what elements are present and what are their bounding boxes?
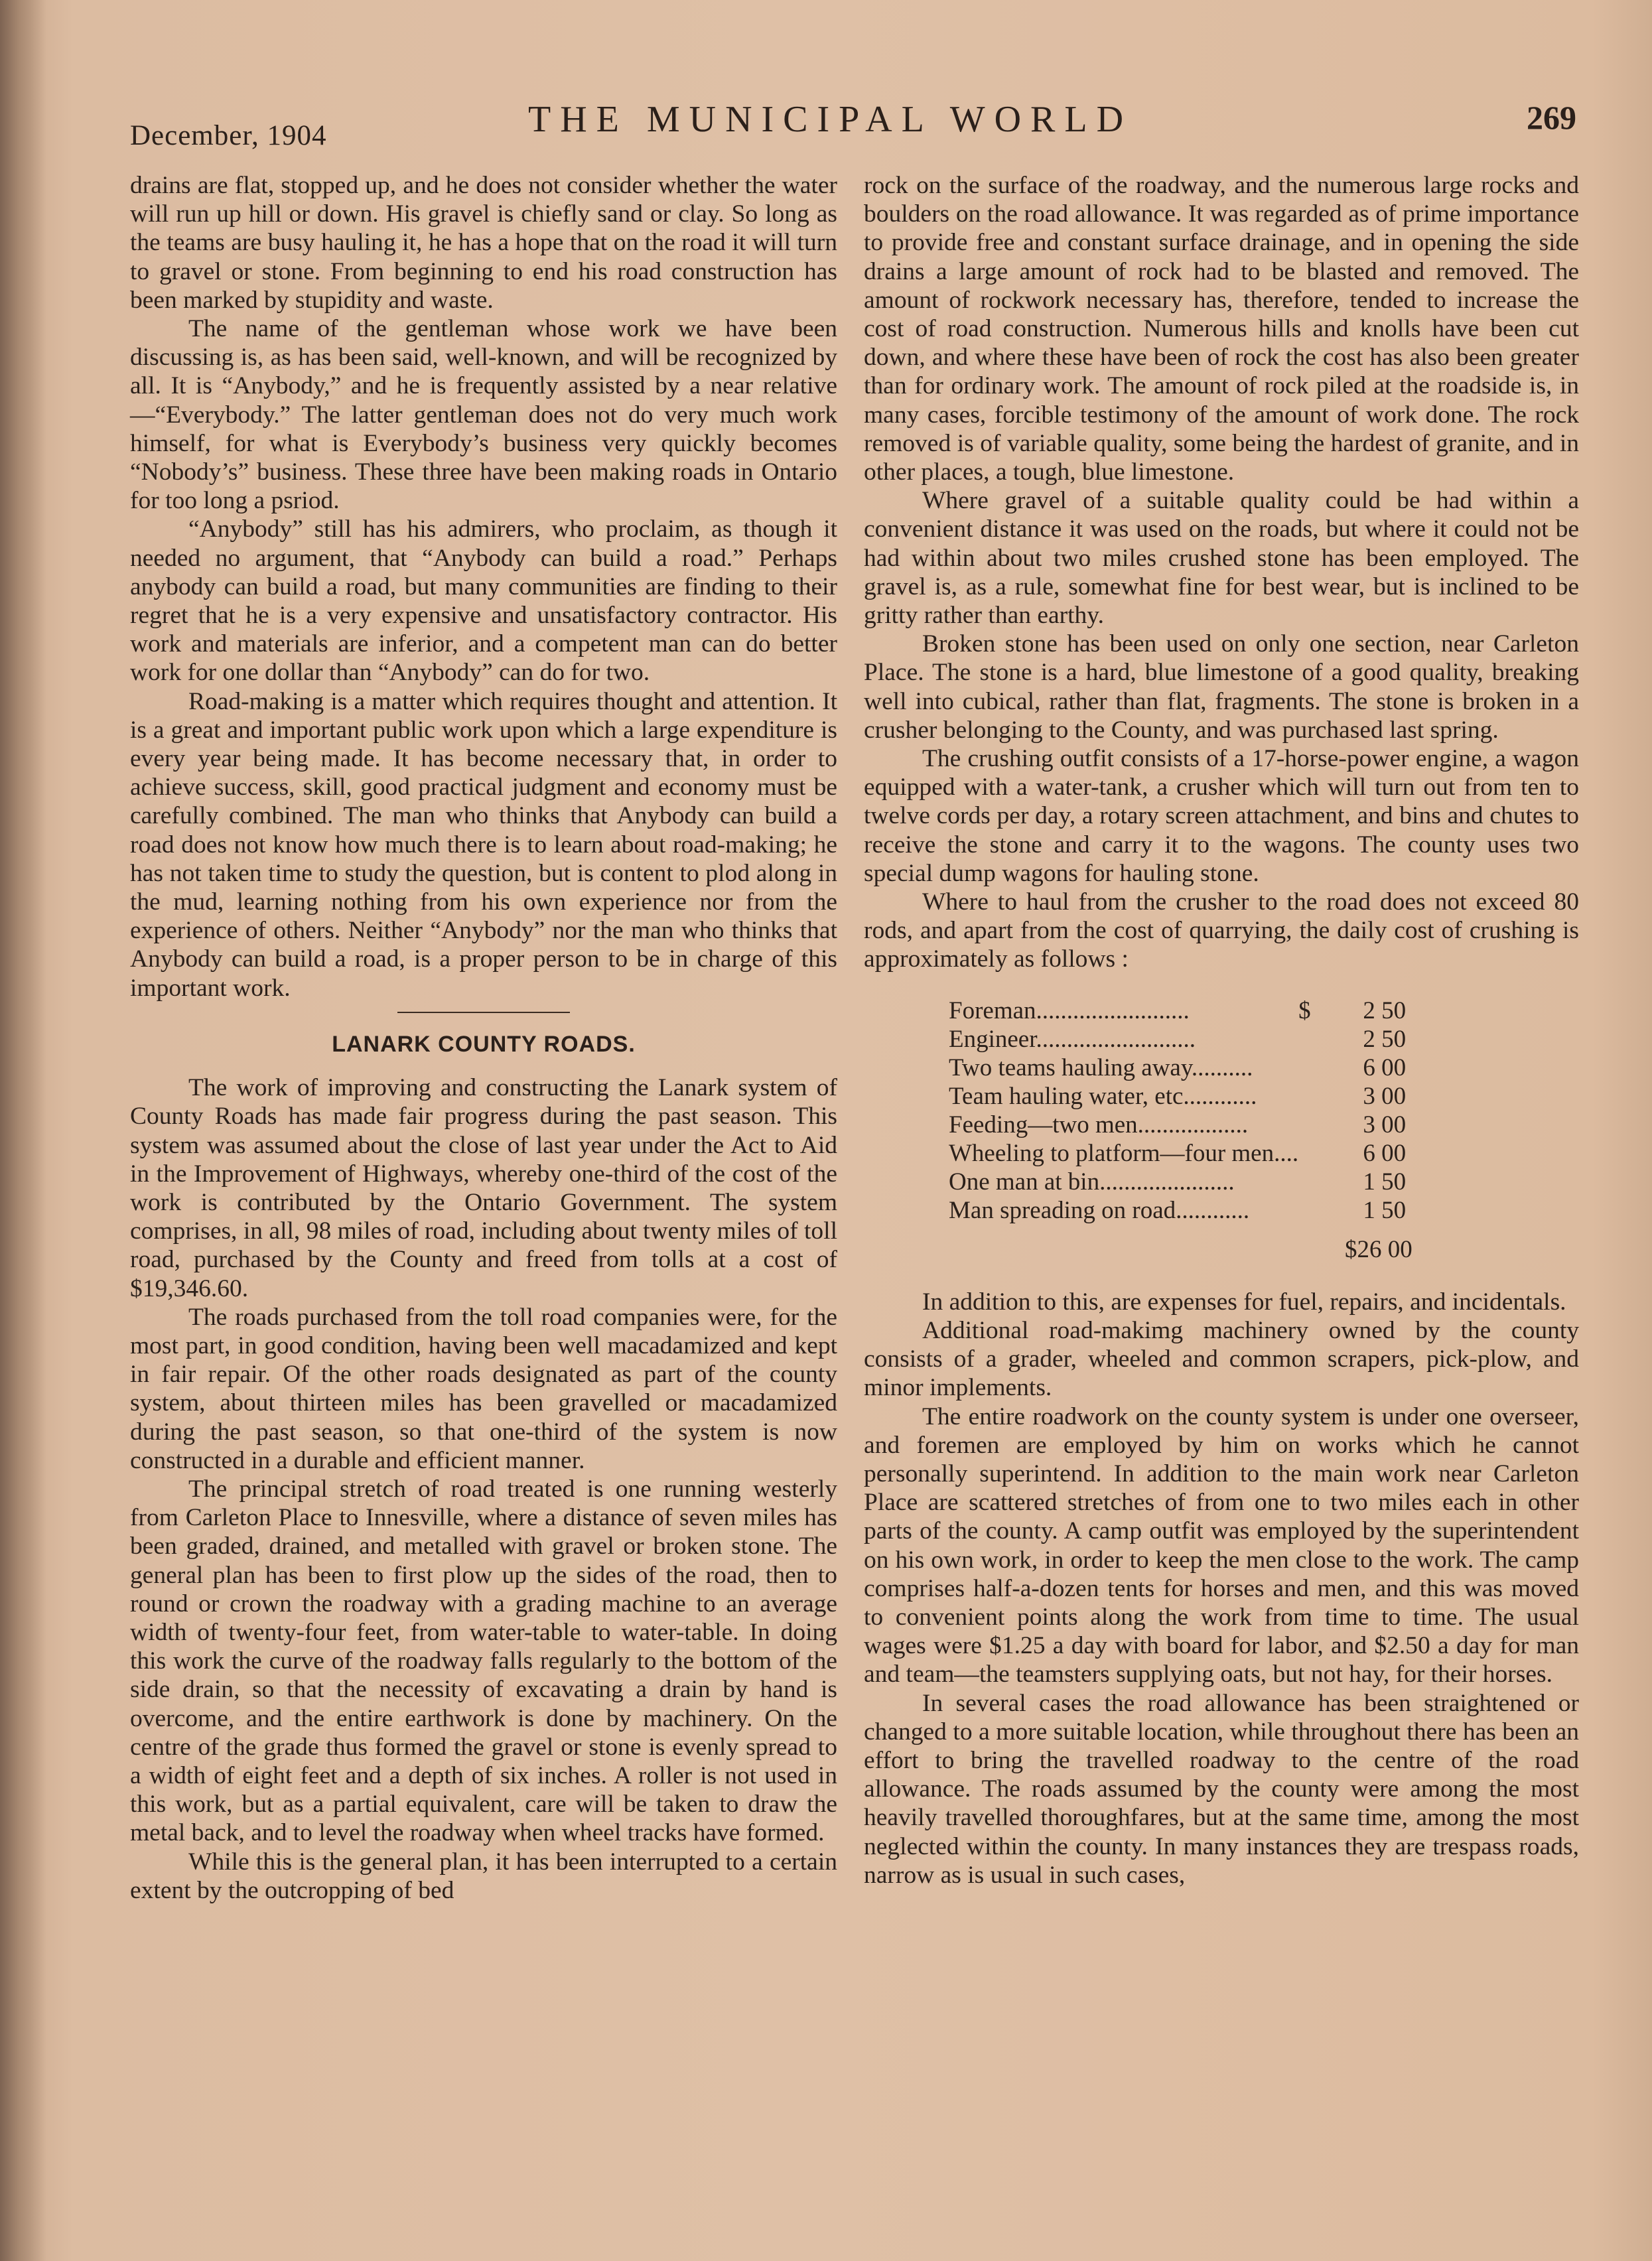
cost-currency: $ bbox=[1298, 996, 1311, 1024]
cost-item: Feeding—two men.................. bbox=[949, 1111, 1249, 1138]
cost-item: Foreman......................... bbox=[949, 996, 1190, 1024]
paragraph: Where to haul from the crusher to the road does not exceed 80 rods, and apart from the cost of quarrying, the daily cost of crushing is approximately as follows : bbox=[864, 888, 1579, 973]
paragraph: Additional road-makimg machinery owned by the county consists of a grader, wheeled and common scrapers, pick-plow, and minor implements. bbox=[864, 1316, 1579, 1402]
cost-amount: 3 00 bbox=[1363, 1111, 1407, 1138]
cost-currency bbox=[1298, 1082, 1313, 1111]
paragraph: The roads purchased from the toll road companies were, for the most part, in good condition, having been well macadamized and kept in fair repair. Of the other roads designated as part of the county system, about thirteen miles has been gravelled or macadamized during the past season, so that one-third of the system is now constructed in a durable and efficient manner. bbox=[130, 1303, 837, 1474]
cost-currency bbox=[1298, 1025, 1313, 1054]
cost-amount: 1 50 bbox=[1363, 1196, 1407, 1224]
crushing-cost-table bbox=[949, 996, 1406, 1225]
paragraph: Where gravel of a suitable quality could be had within a convenient distance it was used on the roads, but where it could not be had within about two miles crushed stone has been employed. The gravel is, as a rule, somewhat fine for best wear, but is inclined to be gritty rather than earthy. bbox=[864, 487, 1579, 630]
page-number: 269 bbox=[1527, 99, 1576, 136]
table-row bbox=[949, 1139, 1406, 1168]
paragraph: The work of improving and constructing the Lanark system of County Roads has made fair progress during the past season. This system was assumed about the close of last year under the Act to Aid in the Improvement of Highways, whereby one-third of the cost of the work is contributed by the Ontario Government. The system comprises, in all, 98 miles of road, including about twenty miles of toll road, purchased by the County and freed from tolls at a cost of $19,346.60. bbox=[130, 1074, 837, 1302]
left-column bbox=[130, 171, 837, 1905]
cost-item: Engineer.......................... bbox=[949, 1025, 1196, 1053]
paragraph: In several cases the road allowance has been straightened or changed to a more suitable location, while throughout there has been an effort to bring the travelled roadway to the centre of the road allowance. The roads assumed by the county were among the most heavily travelled thoroughfares, but at the same time, among the most neglected within the county. In many instances they are trespass roads, narrow as is usual in such cases, bbox=[864, 1689, 1579, 1889]
cost-item: Team hauling water, etc............ bbox=[949, 1082, 1257, 1110]
cost-item: Man spreading on road............ bbox=[949, 1196, 1250, 1224]
paragraph: The crushing outfit consists of a 17-horse-power engine, a wagon equipped with a water-tank, a crusher which will turn out from ten to twelve cords per day, a rotary screen attachment, and bins and chutes to receive the stone and carry it to the wagons. The county uses two special dump wagons for hauling stone. bbox=[864, 745, 1579, 887]
paragraph: The entire roadwork on the county system is under one overseer, and foremen are employed by him on works which he cannot personally superintend. In addition to the main work near Carleton Place are scattered stretches of from one to two miles each in other parts of the county. A camp outfit was employed by the superintendent on his own work, in order to keep the men close to the work. The camp comprises half-a-dozen tents for horses and men, and this was moved to convenient points along the work from time to time. The usual wages were $1.25 a day with board for labor, and $2.50 a day for man and team—the teamsters supplying oats, but not hay, for their horses. bbox=[864, 1403, 1579, 1688]
paragraph: Road-making is a matter which requires thought and attention. It is a great and important public work upon which a large expenditure is every year being made. It has become necessary that, in order to achieve success, skill, good practical judgment and economy must be carefully combined. The man who thinks that Anybody can build a road does not know how much there is to learn about road-making; he has not taken time to study the question, but is content to plod along in the mud, learning nothing from his own experience nor from the experience of others. Neither “Anybody” nor the man who thinks that Anybody can build a road, is a proper person to be in charge of this important work. bbox=[130, 687, 837, 1002]
cost-amount: 6 00 bbox=[1363, 1054, 1407, 1081]
table-row bbox=[949, 1111, 1406, 1139]
cost-currency bbox=[1298, 1168, 1313, 1196]
spacer bbox=[864, 1264, 1579, 1288]
paragraph: The principal stretch of road treated is one running westerly from Carleton Place to Innesville, where a distance of seven miles has been graded, drained, and metalled with gravel or broken stone. The general plan has been to first plow up the sides of the road, then to round or crown the roadway with a grading machine to an average width of twenty-four feet, from water-table to water-table. In doing this work the curve of the roadway falls regularly to the bottom of the side drain, so that the necessity of excavating a drain by hand is overcome, and the entire earthwork is done by machinery. On the centre of the grade thus formed the gravel or stone is evenly spread to a width of eight feet and a depth of six inches. A roller is not used in this work, but as a partial equivalent, care will be taken to draw the metal back, and to level the roadway when wheel tracks have formed. bbox=[130, 1475, 837, 1847]
issue-date: December, 1904 bbox=[130, 120, 327, 151]
paragraph: drains are flat, stopped up, and he does not consider whether the water will run up hill or down. His gravel is chiefly sand or clay. So long as the teams are busy hauling it, he has a hope that on the road it will turn to gravel or stone. From beginning to end his road construction has been marked by stupidity and waste. bbox=[130, 172, 837, 314]
table-row bbox=[949, 1082, 1406, 1111]
table-row bbox=[949, 1168, 1406, 1196]
cost-currency bbox=[1298, 1196, 1313, 1225]
cost-item: One man at bin...................... bbox=[949, 1168, 1235, 1196]
table-row bbox=[949, 1054, 1406, 1082]
cost-currency bbox=[1298, 1111, 1313, 1139]
cost-currency bbox=[1298, 1054, 1313, 1082]
cost-amount: 1 50 bbox=[1363, 1168, 1407, 1196]
publication-title: THE MUNICIPAL WORLD bbox=[528, 99, 1133, 140]
book-spine-shadow bbox=[0, 0, 46, 2261]
section-heading: LANARK COUNTY ROADS. bbox=[332, 1031, 636, 1057]
cost-amount: 2 50 bbox=[1363, 996, 1407, 1024]
cost-item: Wheeling to platform—four men.... bbox=[949, 1139, 1299, 1167]
table-row bbox=[949, 996, 1406, 1025]
section-divider bbox=[397, 1012, 570, 1013]
paragraph: While this is the general plan, it has been interrupted to a certain extent by the outcropping of bed bbox=[130, 1848, 837, 1904]
paragraph: “Anybody” still has his admirers, who proclaim, as though it needed no argument, that “Anybody can build a road.” Perhaps anybody can build a road, but many communities are finding to their regret that he is a very expensive and unsatisfactory contractor. His work and materials are inferior, and a competent man can do better work for one dollar than “Anybody” can do for two. bbox=[130, 515, 837, 687]
cost-amount: 3 00 bbox=[1363, 1082, 1407, 1110]
paragraph: The name of the gentleman whose work we have been discussing is, as has been said, well-known, and will be recognized by all. It is “Anybody,” and he is frequently assisted by a near relative—“Everybody.” The latter gentleman does not do very much work himself, for what is Everybody’s business very quickly becomes “Nobody’s” business. These three have been making roads in Ontario for too long a psriod. bbox=[130, 315, 837, 515]
cost-total: $26 00 bbox=[1345, 1235, 1412, 1263]
cost-item: Two teams hauling away.......... bbox=[949, 1054, 1253, 1081]
paragraph: Broken stone has been used on only one section, near Carleton Place. The stone is a hard, blue limestone of a good quality, breaking well into cubical, rather than flat, fragments. The stone is broken in a crusher belonging to the County, and was purchased last spring. bbox=[864, 630, 1579, 744]
paragraph: In addition to this, are expenses for fuel, repairs, and incidentals. bbox=[922, 1288, 1566, 1316]
paragraph: rock on the surface of the roadway, and the numerous large rocks and boulders on the road allowance. It was regarded as of prime importance to provide free and constant surface drainage, and in opening the side drains a large amount of rock had to be blasted and removed. The amount of rockwork necessary has, therefore, tended to increase the cost of road construction. Numerous hills and knolls have been cut down, and where these have been of rock the cost has also been greater than for ordinary work. The amount of rock piled at the roadside is, in many cases, forcible testimony of the amount of work done. The rock removed is of variable quality, some being the hardest of granite, and in other places, a tough, blue limestone. bbox=[864, 172, 1579, 486]
right-column bbox=[864, 171, 1579, 1889]
table-row bbox=[949, 1196, 1406, 1225]
cost-amount: 6 00 bbox=[1363, 1139, 1407, 1167]
page-header bbox=[130, 93, 1576, 153]
cost-currency bbox=[1298, 1139, 1313, 1168]
cost-amount: 2 50 bbox=[1363, 1025, 1407, 1053]
table-row bbox=[949, 1025, 1406, 1054]
